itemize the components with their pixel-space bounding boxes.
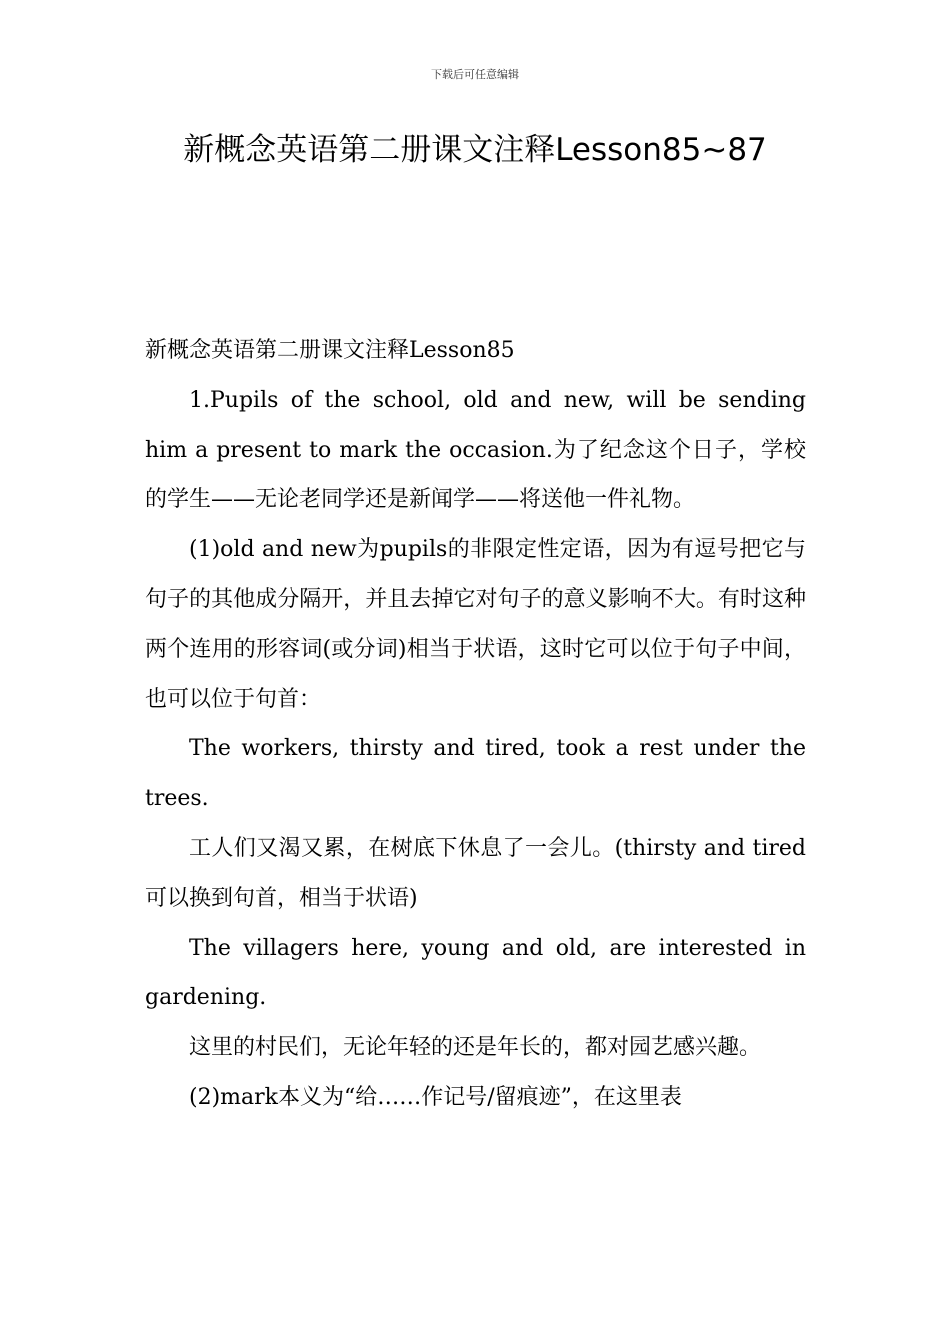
paragraph-3: (2)mark本义为“给……作记号/留痕迹”，在这里表	[189, 1084, 682, 1110]
document-title: 新概念英语第二册课文注释Lesson85~87	[183, 132, 767, 168]
example-translation-1: 工人们又渴又累，在树底下休息了一会儿。(thirsty and tired可以换到句首，相当于状语)	[145, 835, 806, 911]
document-body	[145, 326, 806, 1123]
example-sentence-1: The workers, thirsty and tired, took a rest under the trees.	[145, 736, 806, 812]
header-note: 下载后可任意编辑	[431, 68, 519, 81]
example-sentence-2: The villagers here, young and old, are interested in gardening.	[145, 935, 806, 1011]
section-heading: 新概念英语第二册课文注释Lesson85	[145, 338, 515, 363]
paragraph-1: 1.Pupils of the school, old and new, will be sending him a present to mark the occasion.为了纪念这个日子，学校的学生——无论老同学还是新闻学——将送他一件礼物。	[145, 387, 806, 513]
example-translation-2: 这里的村民们，无论年轻的还是年长的，都对园艺感兴趣。	[189, 1035, 762, 1061]
paragraph-2: (1)old and new为pupils的非限定性定语，因为有逗号把它与句子的其他成分隔开，并且去掉它对句子的意义影响不大。有时这种两个连用的形容词(或分词)相当于状语，这时它可以位于句子中间，也可以位于句首：	[145, 537, 806, 712]
